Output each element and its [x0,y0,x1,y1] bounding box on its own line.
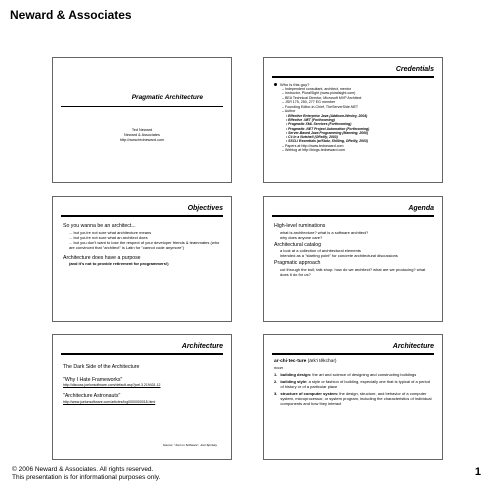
slide-body [63,359,223,404]
author-name: Ted Neward [131,128,153,132]
list-item: – Author [282,109,296,114]
definition-number: 3. [274,390,278,396]
slide-body [274,221,434,277]
heading: High-level ruminations [274,223,326,229]
list-item: ... but you're not sure what an architect does [69,234,148,240]
slide-5 [52,334,232,460]
slide-title: Pragmatic Architecture [131,94,203,101]
page-number: 1 [474,466,481,478]
frameworks-link[interactable]: http://discuss.joelonsoftware.com/default.asp?joel.3.219431.12 [63,383,161,387]
page-footer [12,466,160,483]
slide-4 [263,196,443,322]
book-item: • Pragmatic XML Services (Forthcoming) [286,122,352,127]
bullet-text: Who is this guy? [280,82,310,87]
astronauts-link[interactable]: http://www.joelonsoftware.com/articles/fog0000000018.html [63,399,156,404]
slide-title: Agenda [408,205,434,212]
book-item: • Pragmatic .NET Project Automation (Forthcoming) [286,126,370,131]
definition-text: building design: the art and science of designing and constructing buildings [280,371,417,377]
list-item: a look at a collection of architectural elements [280,248,361,253]
definition-item [274,372,434,377]
heading: "Why I Hate Frameworks" [63,376,123,383]
author-info [53,128,231,143]
slide-body [63,221,223,266]
definition-item [274,379,434,389]
list-item: – Founding Editor-in-Chief, TheServerSide.NET [282,104,359,109]
slide-6 [263,334,443,460]
part-of-speech: noun [274,364,283,370]
book-item: • C# In a Nutshell (OReilly, 2003) [286,135,338,140]
bullet-icon [274,83,277,86]
headword: ar·chi·tec·ture [274,359,307,364]
heading: The Dark Side of the Architecture [63,364,140,370]
list-item: – Weblog at http://blogs.tedneward.com [282,148,346,153]
slide-title: Architecture [181,343,223,350]
slide-title: Objectives [187,205,223,212]
slide-body [274,359,434,406]
divider [272,215,434,217]
slide-2 [263,57,443,183]
list-item: – JSR 175, 250, 277 EG member [282,100,336,105]
pronunciation: (ärk'i tĕkchər) [307,359,337,364]
list-item: what is architecture? what is a software architect? [280,229,369,235]
list-item: – Independent consultant, architect, mentor [282,87,352,91]
slide-title: Credentials [395,66,434,73]
heading: Architectural catalog [274,241,321,248]
page-header: Neward & Associates [10,8,132,22]
book-item: • Server-Based Java Programming (Manning, 2000) [286,130,369,135]
slide-title: Architecture [392,343,434,350]
list-item: why does anyone care? [280,234,323,240]
definition-text: building style: a style or fashion of building, especially one that is typical of a period of history or of a particular place [280,378,430,389]
list-item: – Papers at http://www.tedneward.com [282,143,344,148]
divider [272,76,434,78]
source-note: Source: "Joel on Software", Joel Spolsky [162,443,217,447]
divider [61,353,223,355]
divider [61,215,223,217]
definition-number: 2. [274,378,278,384]
heading: "Architecture Astronauts" [63,393,121,400]
definition-text: structure of computer system: the design, structure, and behavior of a computer system, microprocessor, or system program, including the characteristics of individual components and how they interact [280,390,432,406]
book-item: • Effective Enterprise Java (Addison-Wesley, 2004) [286,113,368,118]
definition-number: 1. [274,371,278,377]
book-item: • SSCLI Essentials (w/Stutz, Shilling, OReilly, 2003) [286,139,368,144]
slide-1 [52,57,232,183]
definition-item [274,391,434,406]
slide-body [274,82,434,153]
heading: Architecture does have a purpose [63,254,141,261]
slide-3 [52,196,232,322]
list-item: intended as a "starting point" for concrete architectural discussions [280,253,398,258]
divider [61,106,223,107]
heading: So you wanna be an architect... [63,223,136,229]
list-item: ... but you're not sure what architecture means [69,229,152,235]
list-item: – Instructor, PluralSight (www.pluralsight.com) [282,91,356,96]
list-item: ... but you don't want to lose the respect of your developer friends & teammates (who are convinced that "architect" is Latin for "cannot code anymore") [69,239,220,250]
book-item: • Effective .NET (Forthcoming) [286,118,335,123]
list-item: (and it's not to provide retirement for programmers!) [69,261,169,266]
copyright-text: © 2006 Neward & Associates. All rights reserved. [12,466,154,473]
author-url: http://www.tedneward.com [119,137,165,142]
heading: Pragmatic approach [274,260,321,266]
list-item: – BEA Technical Director, Microsoft MVP Architect [282,95,362,100]
disclaimer-text: This presentation is for informational purposes only. [12,474,161,482]
divider [272,353,434,355]
author-org: Neward & Associates [124,132,160,137]
list-item: cut through the bull; talk shop: how do we architect? what are we producing? what does it do for us? [280,266,426,277]
